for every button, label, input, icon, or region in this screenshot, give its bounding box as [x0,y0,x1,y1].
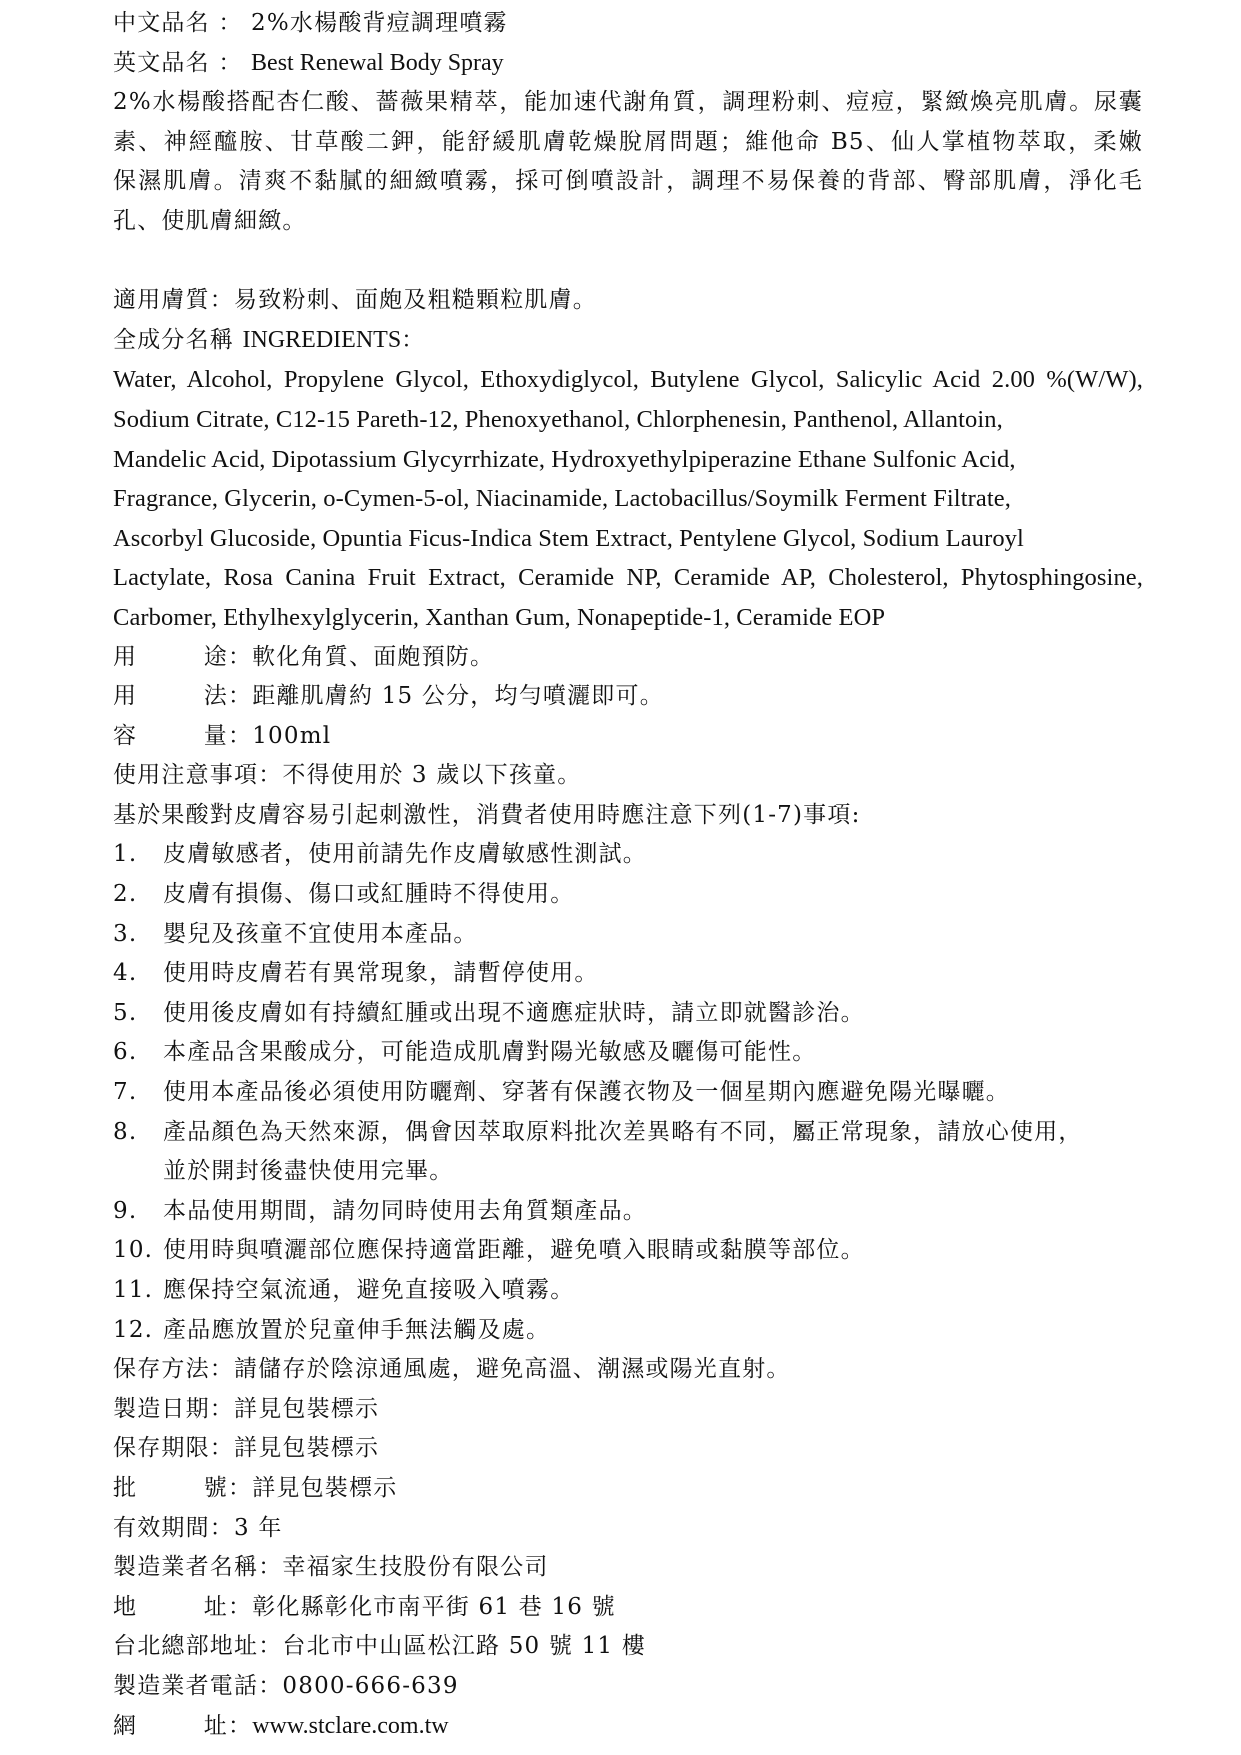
caution-number: 9. [113,1197,138,1224]
caution-text: 嬰兒及孩童不宜使用本產品。 [163,920,478,947]
batch-value: ：詳見包裝標示 [228,1474,398,1501]
ingredients-line: Sodium Citrate, C12-15 Pareth-12, Phenoxyethanol, Chlorphenesin, Panthenol, Allantoin, [113,405,1003,433]
manufacturer-name: 製造業者名稱：幸福家生技股份有限公司 [113,1554,549,1581]
ingredients-line: Ascorbyl Glucoside, Opuntia Ficus-Indica Stem Extract, Pentylene Glycol, Sodium Lauroyl [113,524,1024,552]
usage-value: ：距離肌膚約 15 公分，均勻噴灑即可。 [228,683,664,710]
caution-number: 7. [113,1079,138,1106]
caution-item [113,1113,1143,1153]
website-colon: ： [228,1712,253,1739]
usage-row [113,677,1143,717]
ingredients-colon: ： [401,326,426,353]
caution-number: 1. [113,841,138,868]
manufacture-date: 製造日期：詳見包裝標示 [113,1395,380,1422]
english-name-label: 英文品名 [113,49,210,76]
caution-item [113,994,1143,1034]
website-label: 網址 [113,1712,228,1739]
ingredients-label-en: INGREDIENTS [242,326,402,353]
caution-text: 使用本產品後必須使用防曬劑、穿著有保護衣物及一個星期內應避免陽光曝曬。 [163,1079,1010,1106]
ingredients-heading [113,321,1143,361]
english-name-value: Best Renewal Body Spray [251,49,504,76]
ingredients-line: Fragrance, Glycerin, o-Cymen-5-ol, Niacinamide, Lactobacillus/Soymilk Ferment Filtrate, [113,485,1011,513]
ingredients-line: Water, Alcohol, Propylene Glycol, Ethoxydiglycol, Butylene Glycol, Salicylic Acid 2.00 %(W/W), [113,366,1143,394]
english-name-separator: ： [209,49,252,76]
caution-number: 3. [113,920,138,947]
caution-text: 本產品含果酸成分，可能造成肌膚對陽光敏感及曬傷可能性。 [163,1039,817,1066]
caution-number: 11. [113,1277,154,1303]
manufacturer-phone: 製造業者電話：0800-666-639 [113,1672,459,1699]
caution-text-continued: 並於開封後盡快使用完畢。 [163,1158,454,1185]
description-line: 素、神經醯胺、甘草酸二鉀，能舒緩肌膚乾燥脫屑問題；維他命 B5、仙人掌植物萃取，柔嫩 [113,128,1143,155]
caution-item [113,1231,1143,1271]
chinese-name-separator: ： [209,10,252,36]
batch-row [113,1469,1143,1509]
caution-item [113,875,1143,915]
caution-text: 使用時皮膚若有異常現象，請暫停使用。 [163,960,599,987]
caution-item [113,1192,1143,1232]
skin-type: 適用膚質：易致粉刺、面皰及粗糙顆粒肌膚。 [113,287,597,314]
product-label-document [113,4,1143,1746]
website-row [113,1707,1143,1747]
caution-number: 10. [113,1237,154,1264]
caution-text: 皮膚敏感者，使用前請先作皮膚敏感性測試。 [163,841,647,868]
purpose-value: ：軟化角質、面皰預防。 [228,643,495,670]
spacer [113,242,1143,282]
caution-number: 5. [113,999,138,1026]
ingredients-line: Mandelic Acid, Dipotassium Glycyrrhizate, Hydroxyethylpiperazine Ethane Sulfonic Acid, [113,445,1016,473]
caution-number: 8. [113,1118,138,1145]
caution-age: 使用注意事項：不得使用於 3 歲以下孩童。 [113,762,582,789]
caution-text: 皮膚有損傷、傷口或紅腫時不得使用。 [163,881,575,908]
caution-item [113,1073,1143,1113]
caution-text: 使用時與噴灑部位應保持適當距離，避免噴入眼睛或黏膜等部位。 [163,1237,865,1264]
caution-item [113,835,1143,875]
caution-intro: 基於果酸對皮膚容易引起刺激性，消費者使用時應注意下列(1-7)事項: [113,801,861,828]
caution-text: 使用後皮膚如有持續紅腫或出現不適應症狀時，請立即就醫診治。 [163,999,865,1026]
address-label: 地址 [113,1593,228,1620]
address-row [113,1588,1143,1628]
description-line: 孔、使肌膚細緻。 [113,207,307,234]
chinese-name-row [113,4,1143,44]
ingredients-line: Carbomer, Ethylhexylglycerin, Xanthan Gum, Nonapeptide-1, Ceramide EOP [113,603,886,631]
caution-item [113,1271,1143,1311]
caution-item [113,915,1143,955]
caution-text: 產品顏色為天然來源，偶會因萃取原料批次差異略有不同，屬正常現象，請放心使用， [163,1118,1083,1145]
validity-period: 有效期間：3 年 [113,1514,283,1541]
english-name-row [113,44,1143,84]
hq-address: 台北總部地址：台北市中山區松江路 50 號 11 樓 [113,1633,646,1660]
caution-number: 4. [113,960,138,987]
caution-text: 本品使用期間，請勿同時使用去角質類產品。 [163,1197,647,1224]
batch-label: 批號 [113,1474,228,1501]
caution-item [113,1033,1143,1073]
storage-method: 保存方法：請儲存於陰涼通風處，避免高溫、潮濕或陽光直射。 [113,1356,791,1383]
purpose-row [113,638,1143,678]
caution-item [113,1311,1143,1351]
caution-number: 12. [113,1316,154,1343]
caution-text: 產品應放置於兒童伸手無法觸及處。 [163,1316,551,1343]
ingredients-label-zh: 全成分名稱 [113,326,234,353]
description-line: 保濕肌膚。清爽不黏膩的細緻噴霧，採可倒噴設計，調理不易保養的背部、臀部肌膚，淨化毛 [113,168,1143,195]
volume-label: 容量 [113,722,228,749]
address-value: ：彰化縣彰化市南平街 61 巷 16 號 [228,1593,616,1620]
caution-number: 2. [113,881,138,908]
website-link[interactable]: www.stclare.com.tw [252,1712,449,1739]
description-line: 2%水楊酸搭配杏仁酸、薔薇果精萃，能加速代謝角質，調理粉刺、痘痘，緊緻煥亮肌膚。尿囊 [113,89,1143,116]
chinese-name-value: 2%水楊酸背痘調理噴霧 [251,10,508,36]
caution-number: 6. [113,1039,138,1066]
volume-value: ：100ml [228,722,332,749]
ingredients-line: Lactylate, Rosa Canina Fruit Extract, Ceramide NP, Ceramide AP, Cholesterol, Phytosphingosine, [113,564,1143,592]
caution-text: 應保持空氣流通，避免直接吸入噴霧。 [163,1277,575,1303]
usage-label: 用法 [113,683,228,710]
chinese-name-label: 中文品名 [113,10,210,36]
volume-row [113,717,1143,757]
shelf-life: 保存期限：詳見包裝標示 [113,1435,380,1462]
purpose-label: 用途 [113,643,228,670]
caution-item [113,954,1143,994]
